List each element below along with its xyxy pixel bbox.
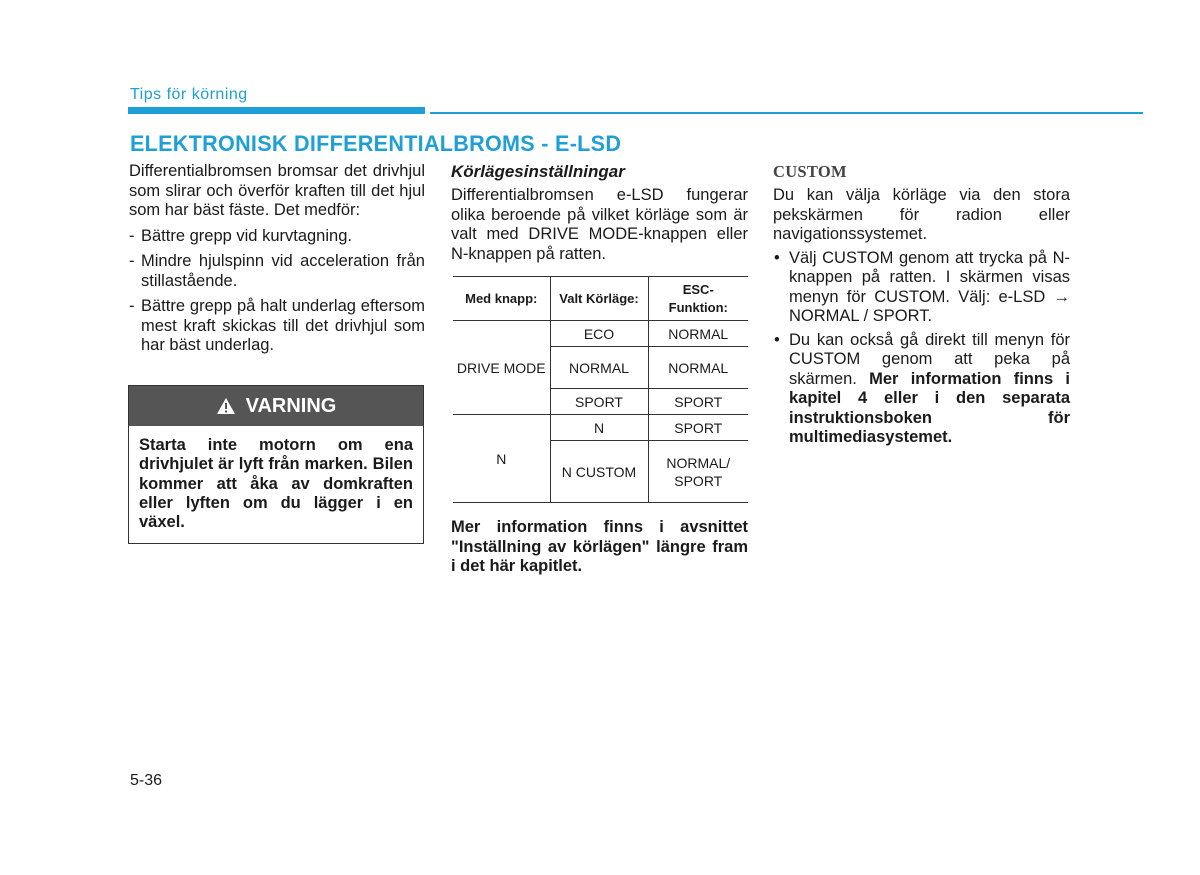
custom-intro: Du kan välja körläge via den stora pekskärmen för radion eller navigationssystemet. <box>773 186 1070 243</box>
table-header: ESC- Funktion: <box>648 277 748 321</box>
page-number: 5-36 <box>130 772 163 789</box>
footnote-text: Mer information finns i avsnittet "Inställning av körlägen" längre fram i det här kapitlet. <box>451 518 748 575</box>
table-cell: NORMAL/ SPORT <box>648 441 748 503</box>
drive-mode-paragraph: Differentialbromsen e-LSD fungerar olika beroende på vilket körläge som är valt med DRIVE MODE-knappen eller N-knappen på ratten. <box>451 186 748 263</box>
drive-mode-table <box>453 276 748 503</box>
table-cell: SPORT <box>550 389 648 415</box>
header-rule-thick <box>128 107 425 114</box>
header-rule-thin <box>430 112 1143 114</box>
table-header-row <box>453 277 748 321</box>
table-cell: NORMAL <box>550 347 648 389</box>
list-item: - Bättre grepp vid kurvtagning. <box>129 227 425 247</box>
subsection-heading: Körlägesinställningar <box>451 162 625 181</box>
table-cell: NORMAL <box>648 321 748 347</box>
list-item: • Välj CUSTOM genom att trycka på N-knappen på ratten. I skärmen visas menyn för CUSTOM. Välj: e-LSD → NORMAL / SPORT. <box>773 249 1070 327</box>
table-cell: SPORT <box>648 415 748 441</box>
warning-text: Starta inte motorn om ena drivhjulet är lyft från marken. Bilen kommer att åka av domkraften eller lyften om du lägger i en växel. <box>139 436 413 532</box>
warning-header <box>129 386 423 426</box>
list-item: - Bättre grepp på halt underlag eftersom mest kraft skickas till det drivhjul som har bäst underlag. <box>129 297 425 356</box>
table-cell: NORMAL <box>648 347 748 389</box>
drive-mode-intro <box>451 186 748 264</box>
table-cell: ECO <box>550 321 648 347</box>
warning-title: VARNING <box>245 394 337 417</box>
column-3 <box>773 186 1070 448</box>
table-header: Med knapp: <box>453 277 550 321</box>
column-1 <box>129 162 425 356</box>
table-cell: N <box>550 415 648 441</box>
intro-paragraph: Differentialbromsen bromsar det drivhjul som slirar och överför kraften till det hjul som har bäst fäste. Det medför: <box>129 162 425 219</box>
section-label: Tips för körning <box>130 86 248 103</box>
bullet-text: Du kan också gå direkt till menyn för CUSTOM genom att peka på skärmen. <box>789 330 1070 388</box>
table-footnote <box>451 518 748 577</box>
list-item <box>773 331 1070 448</box>
custom-heading: CUSTOM <box>773 162 847 181</box>
table-cell-button: DRIVE MODE <box>453 321 550 415</box>
table-row <box>453 415 748 441</box>
table-row <box>453 321 748 347</box>
list-item: - Mindre hjulspinn vid acceleration från stillastående. <box>129 252 425 291</box>
table-cell: SPORT <box>648 389 748 415</box>
table-cell-button: N <box>453 415 550 503</box>
bullet-bold-text: Mer information finns i kapitel 4 eller i den separata instruktionsboken för multimediasystemet. <box>789 369 1070 446</box>
warning-triangle-icon <box>216 397 236 415</box>
page-title: ELEKTRONISK DIFFERENTIALBROMS - E-LSD <box>130 131 622 156</box>
table-header: Valt Körläge: <box>550 277 648 321</box>
table-cell: N CUSTOM <box>550 441 648 503</box>
warning-box <box>128 385 424 544</box>
